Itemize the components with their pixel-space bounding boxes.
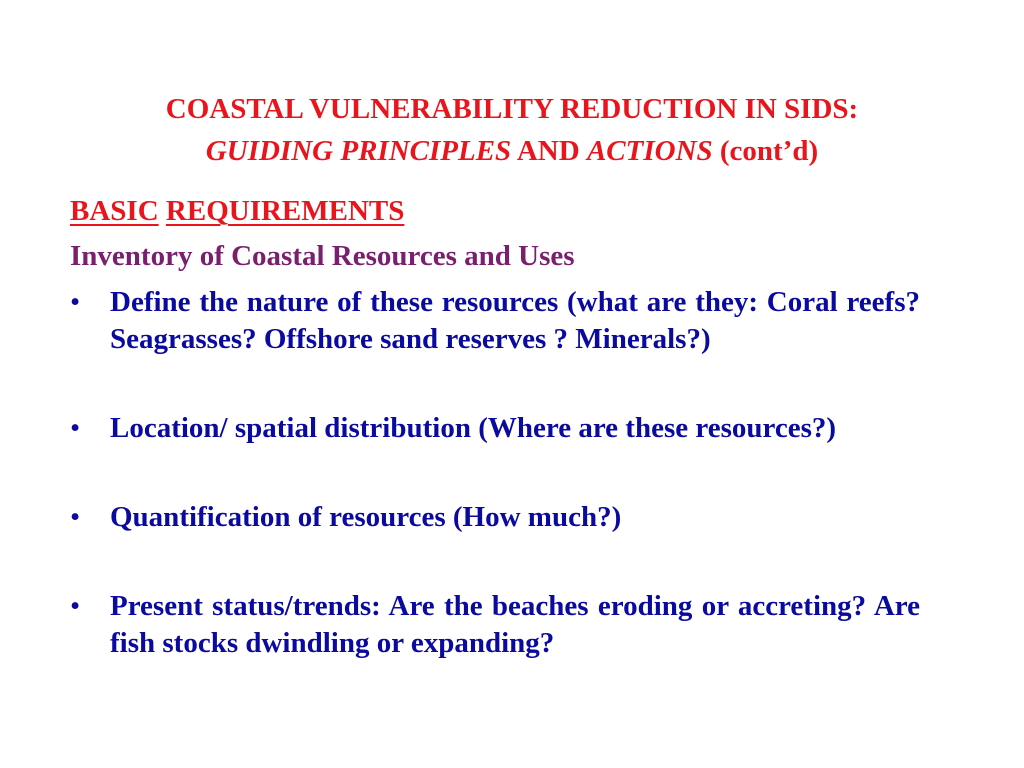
heading-requirements: REQUIREMENTS [165,195,405,227]
title-actions: ACTIONS [586,135,713,167]
title-and: AND [516,135,580,167]
heading-basic: BASIC [70,195,159,227]
bullet-item [70,499,920,536]
bullet-icon: • [70,501,81,533]
bullet-item [70,284,920,358]
title-contd: (cont’d) [719,135,819,167]
bullet-text: Present status/trends: Are the beaches eroding or accreting? Are fish stocks dwindling or expanding? [110,590,920,659]
title-line-2 [60,130,964,172]
title-line-1: COASTAL VULNERABILITY REDUCTION IN SIDS: [165,93,859,125]
bullet-icon: • [70,412,81,444]
title-guiding-principles: GUIDING PRINCIPLES [205,135,512,167]
bullet-icon: • [70,590,81,622]
slide-title [60,88,964,172]
bullet-item [70,410,920,447]
section-subheading: Inventory of Coastal Resources and Uses [70,240,575,272]
bullet-text: Define the nature of these resources (what are they: Coral reefs? Seagrasses? Offshore sand reserves ? Minerals?) [110,286,920,355]
bullet-list [70,284,920,662]
bullet-icon: • [70,286,81,318]
bullet-text: Location/ spatial distribution (Where are these resources?) [110,412,837,444]
bullet-text: Quantification of resources (How much?) [110,501,622,533]
section-heading [70,193,404,229]
bullet-item [70,588,920,662]
